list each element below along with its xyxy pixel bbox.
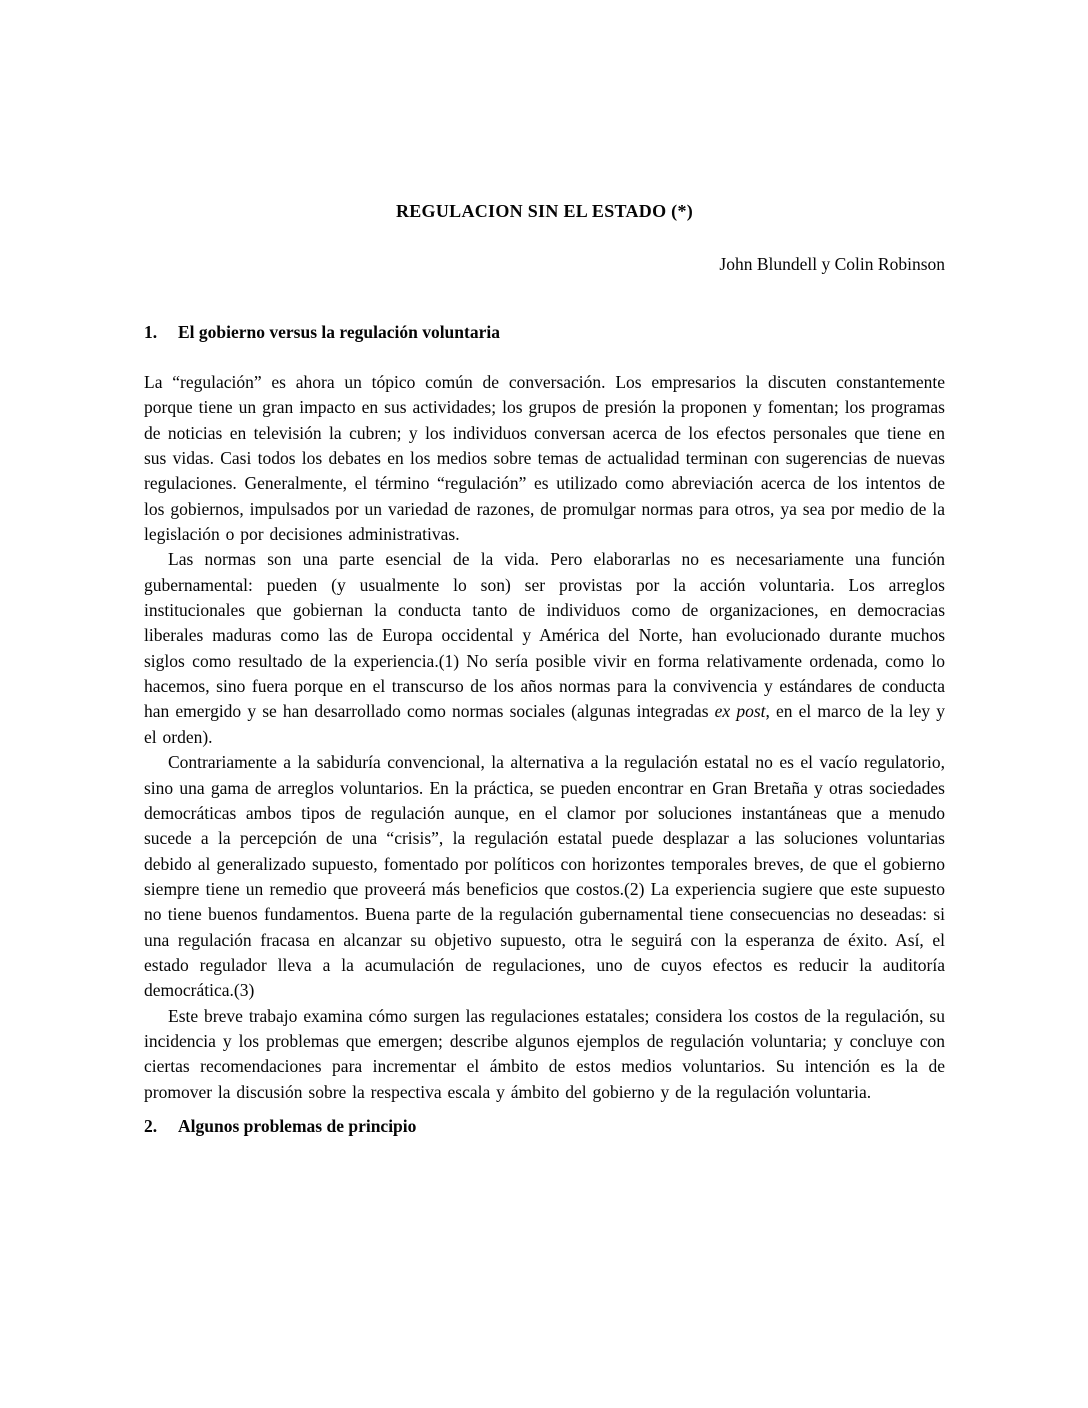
paragraph (144, 370, 945, 547)
italic-text-run: ex post (714, 701, 766, 722)
text-run: , en el marco de la ley y el orden). (144, 701, 945, 747)
paragraph (144, 750, 945, 1003)
text-run: Las normas son una parte esencial de la vida. Pero elaborarlas no es necesariamente una función gubernamental: pueden (y usualmente lo son) ser provistas por la acción voluntaria. Los arreglos institucionales que gobiernan la conducta tanto de individuos como de organizaciones, en democracias liberales maduras como las de Europa occidental y América del Norte, han evolucionado durante muchos siglos como resultado de la experiencia.(1) No sería posible vivir en forma relativamente ordenada, como lo hacemos, sino fuera porque en el transcurso de los años normas para la convivencia y estándares de conducta han emergido y se han desarrollado como normas sociales (algunas integradas (144, 549, 945, 722)
author-byline: John Blundell y Colin Robinson (719, 254, 945, 274)
section-2-title: Algunos problemas de principio (178, 1115, 417, 1136)
section-1-number: 1. (144, 322, 158, 342)
text-run: Este breve trabajo examina cómo surgen las regulaciones estatales; considera los costos de la regulación, su incidencia y los problemas que emergen; describe algunos ejemplos de regulación voluntaria; y concluye con ciertas recomendaciones para incrementar el ámbito de estos medios voluntarios. Su intención es la de promover la discusión sobre la respectiva escala y ámbito del gobierno y de la regulación voluntaria. (144, 1005, 945, 1102)
document-content (0, 199, 1088, 1139)
section-2-heading (144, 1114, 945, 1139)
paragraph (144, 1004, 945, 1105)
section-2-number: 2. (144, 1115, 158, 1136)
text-run: La “regulación” es ahora un tópico común de conversación. Los empresarios la discuten constantemente porque tiene un gran impacto en sus actividades; los grupos de presión la proponen y fomentan; los programas de noticias en televisión la cubren; y los individuos conversan acerca de los efectos personales que tiene en sus vidas. Casi todos los debates en los medios sobre temas de actualidad terminan con sugerencias de nuevas regulaciones. Generalmente, el término “regulación” es utilizado como abreviación acerca de los intentos de los gobiernos, impulsados por un variedad de razones, de promulgar normas para otros, ya sea por medio de la legislación o por decisiones administrativas. (144, 372, 945, 545)
section-1-title: El gobierno versus la regulación voluntaria (178, 322, 500, 342)
body-text (144, 370, 945, 1105)
text-run: Contrariamente a la sabiduría convencional, la alternativa a la regulación estatal no es el vacío regulatorio, sino una gama de arreglos voluntarios. En la práctica, se pueden encontrar en Gran Bretaña y otras sociedades democráticas ambos tipos de regulación aunque, en el clamor por soluciones instantáneas que a menudo sucede a la percepción de una “crisis”, la regulación estatal puede desplazar a las soluciones voluntarias debido al generalizado supuesto, fomentado por políticos con horizontes temporales breves, de que el gobierno siempre tiene un remedio que proveerá más beneficios que costos.(2) La experiencia sugiere que este supuesto no tiene buenos fundamentos. Buena parte de la regulación gubernamental tiene consecuencias no deseadas: si una regulación fracasa en alcanzar su objetivo supuesto, otra le seguirá con la esperanza de éxito. Así, el estado regulador lleva a la acumulación de regulaciones, uno de cuyos efectos es reducir la auditoría democrática.(3) (144, 752, 945, 1001)
document-title: REGULACION SIN EL ESTADO (*) (395, 201, 694, 221)
paragraph (144, 547, 945, 750)
section-1-heading (144, 320, 945, 345)
